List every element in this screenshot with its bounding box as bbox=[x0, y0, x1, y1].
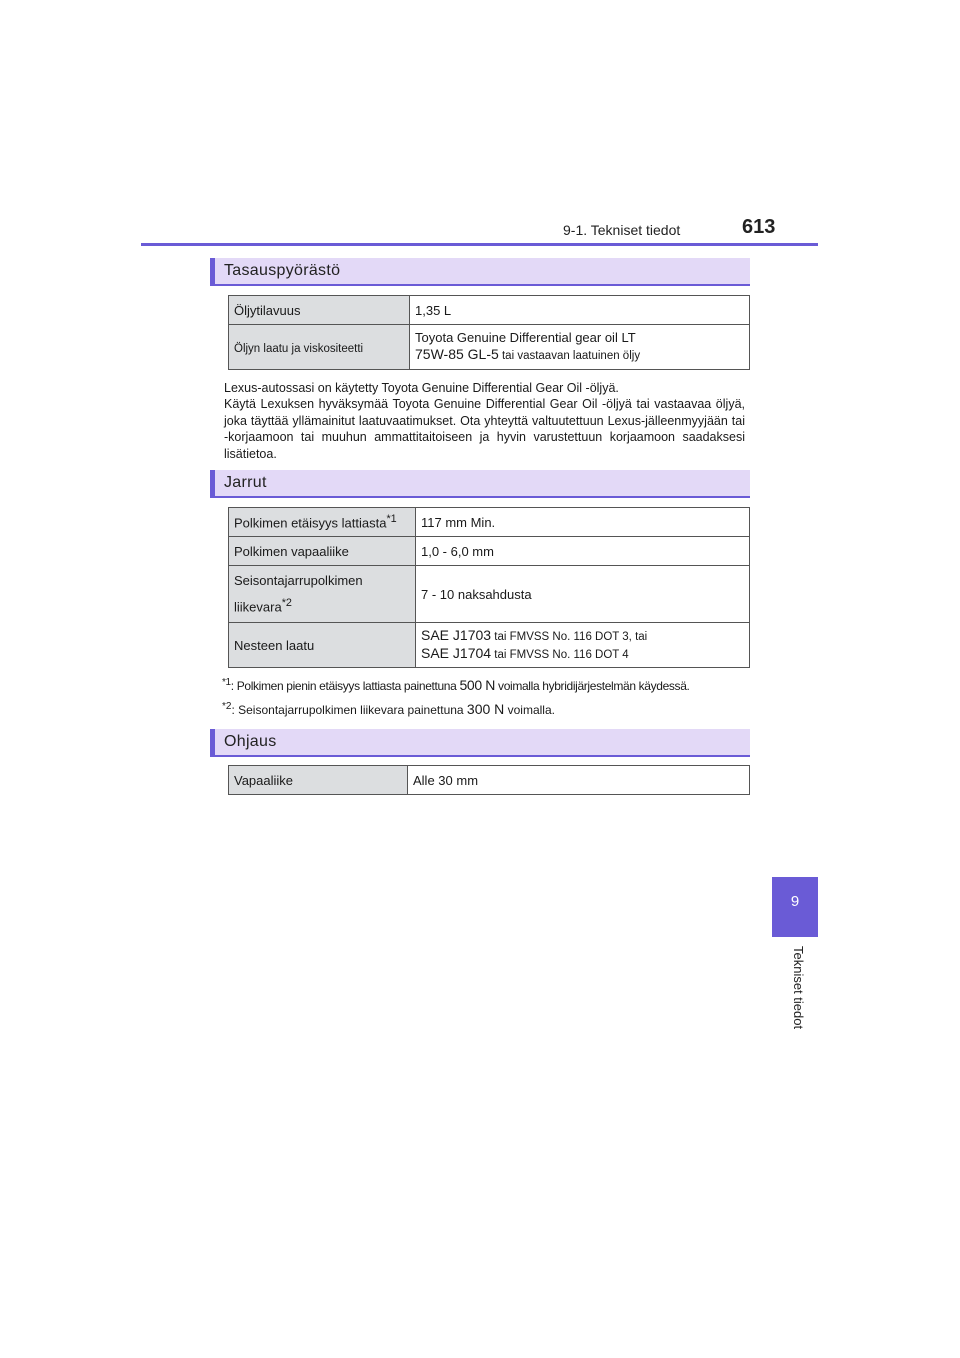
section-heading-brakes: Jarrut bbox=[210, 470, 750, 498]
note-paragraph: Käytä Lexuksen hyväksymää Toyota Genuine Differential Gear Oil -öljyä tai vastaavaa öljyä, joka täyttää yllämainitut laatuvaatimukset. Ota yhteyttä valtuutettuun Lexus-jälleenmyyjään tai -korjaamoon tai muuhun ammattitaitoiseen ja hyvin varustettuun korjaamoon saadaksesi lisätietoa. bbox=[224, 397, 745, 461]
page-number: 613 bbox=[742, 216, 776, 238]
running-header-section: 9-1. Tekniset tiedot bbox=[563, 222, 681, 238]
brakes-spec-table bbox=[228, 507, 750, 668]
spec-key: Polkimen etäisyys lattiasta$^{*1}$ bbox=[229, 508, 416, 537]
spec-key: Vapaaliike bbox=[229, 766, 408, 795]
header-divider bbox=[141, 243, 818, 246]
steering-spec-table bbox=[228, 765, 750, 795]
table-row bbox=[229, 766, 750, 795]
table-row bbox=[229, 296, 750, 325]
section-heading-steering: Ohjaus bbox=[210, 729, 750, 757]
spec-key: Seisontajarrupolkimen liikevara$^{*2}$ bbox=[229, 566, 416, 623]
spec-value: Toyota Genuine Differential gear oil LT 75W-85 GL-5 tai vastaavan laatuinen öljy bbox=[410, 325, 750, 370]
footnote-2: $^{*2}$: Seisontajarrupolkimen liikevara painettuna 300 N voimalla. bbox=[222, 701, 555, 717]
spec-value: 117 mm Min. bbox=[416, 508, 750, 537]
spec-key: Öljyn laatu ja viskositeetti bbox=[229, 325, 410, 370]
note-line: Lexus-autossasi on käytetty Toyota Genuine Differential Gear Oil -öljyä. bbox=[224, 381, 619, 395]
table-row bbox=[229, 537, 750, 566]
table-row bbox=[229, 508, 750, 537]
table-row bbox=[229, 566, 750, 623]
table-row bbox=[229, 325, 750, 370]
spec-value: SAE J1703 tai FMVSS No. 116 DOT 3, tai SAE J1704 tai FMVSS No. 116 DOT 4 bbox=[416, 623, 750, 668]
spec-value: Alle 30 mm bbox=[408, 766, 750, 795]
chapter-tab-number: 9 bbox=[790, 893, 800, 910]
spec-key: Nesteen laatu bbox=[229, 623, 416, 668]
differential-spec-table bbox=[228, 295, 750, 370]
spec-key: Öljytilavuus bbox=[229, 296, 410, 325]
section-heading-differential: Tasauspyörästö bbox=[210, 258, 750, 286]
spec-value: 1,0 - 6,0 mm bbox=[416, 537, 750, 566]
differential-oil-note bbox=[224, 380, 745, 462]
spec-value: 1,35 L bbox=[410, 296, 750, 325]
spec-value: 7 - 10 naksahdusta bbox=[416, 566, 750, 623]
spec-key: Polkimen vapaaliike bbox=[229, 537, 416, 566]
footnote-1: $^{*1}$: Polkimen pienin etäisyys lattiasta painettuna 500 N voimalla hybridijärjestelmän käydessä. bbox=[222, 677, 690, 693]
table-row bbox=[229, 623, 750, 668]
chapter-tab-label: Tekniset tiedot bbox=[791, 946, 806, 1030]
